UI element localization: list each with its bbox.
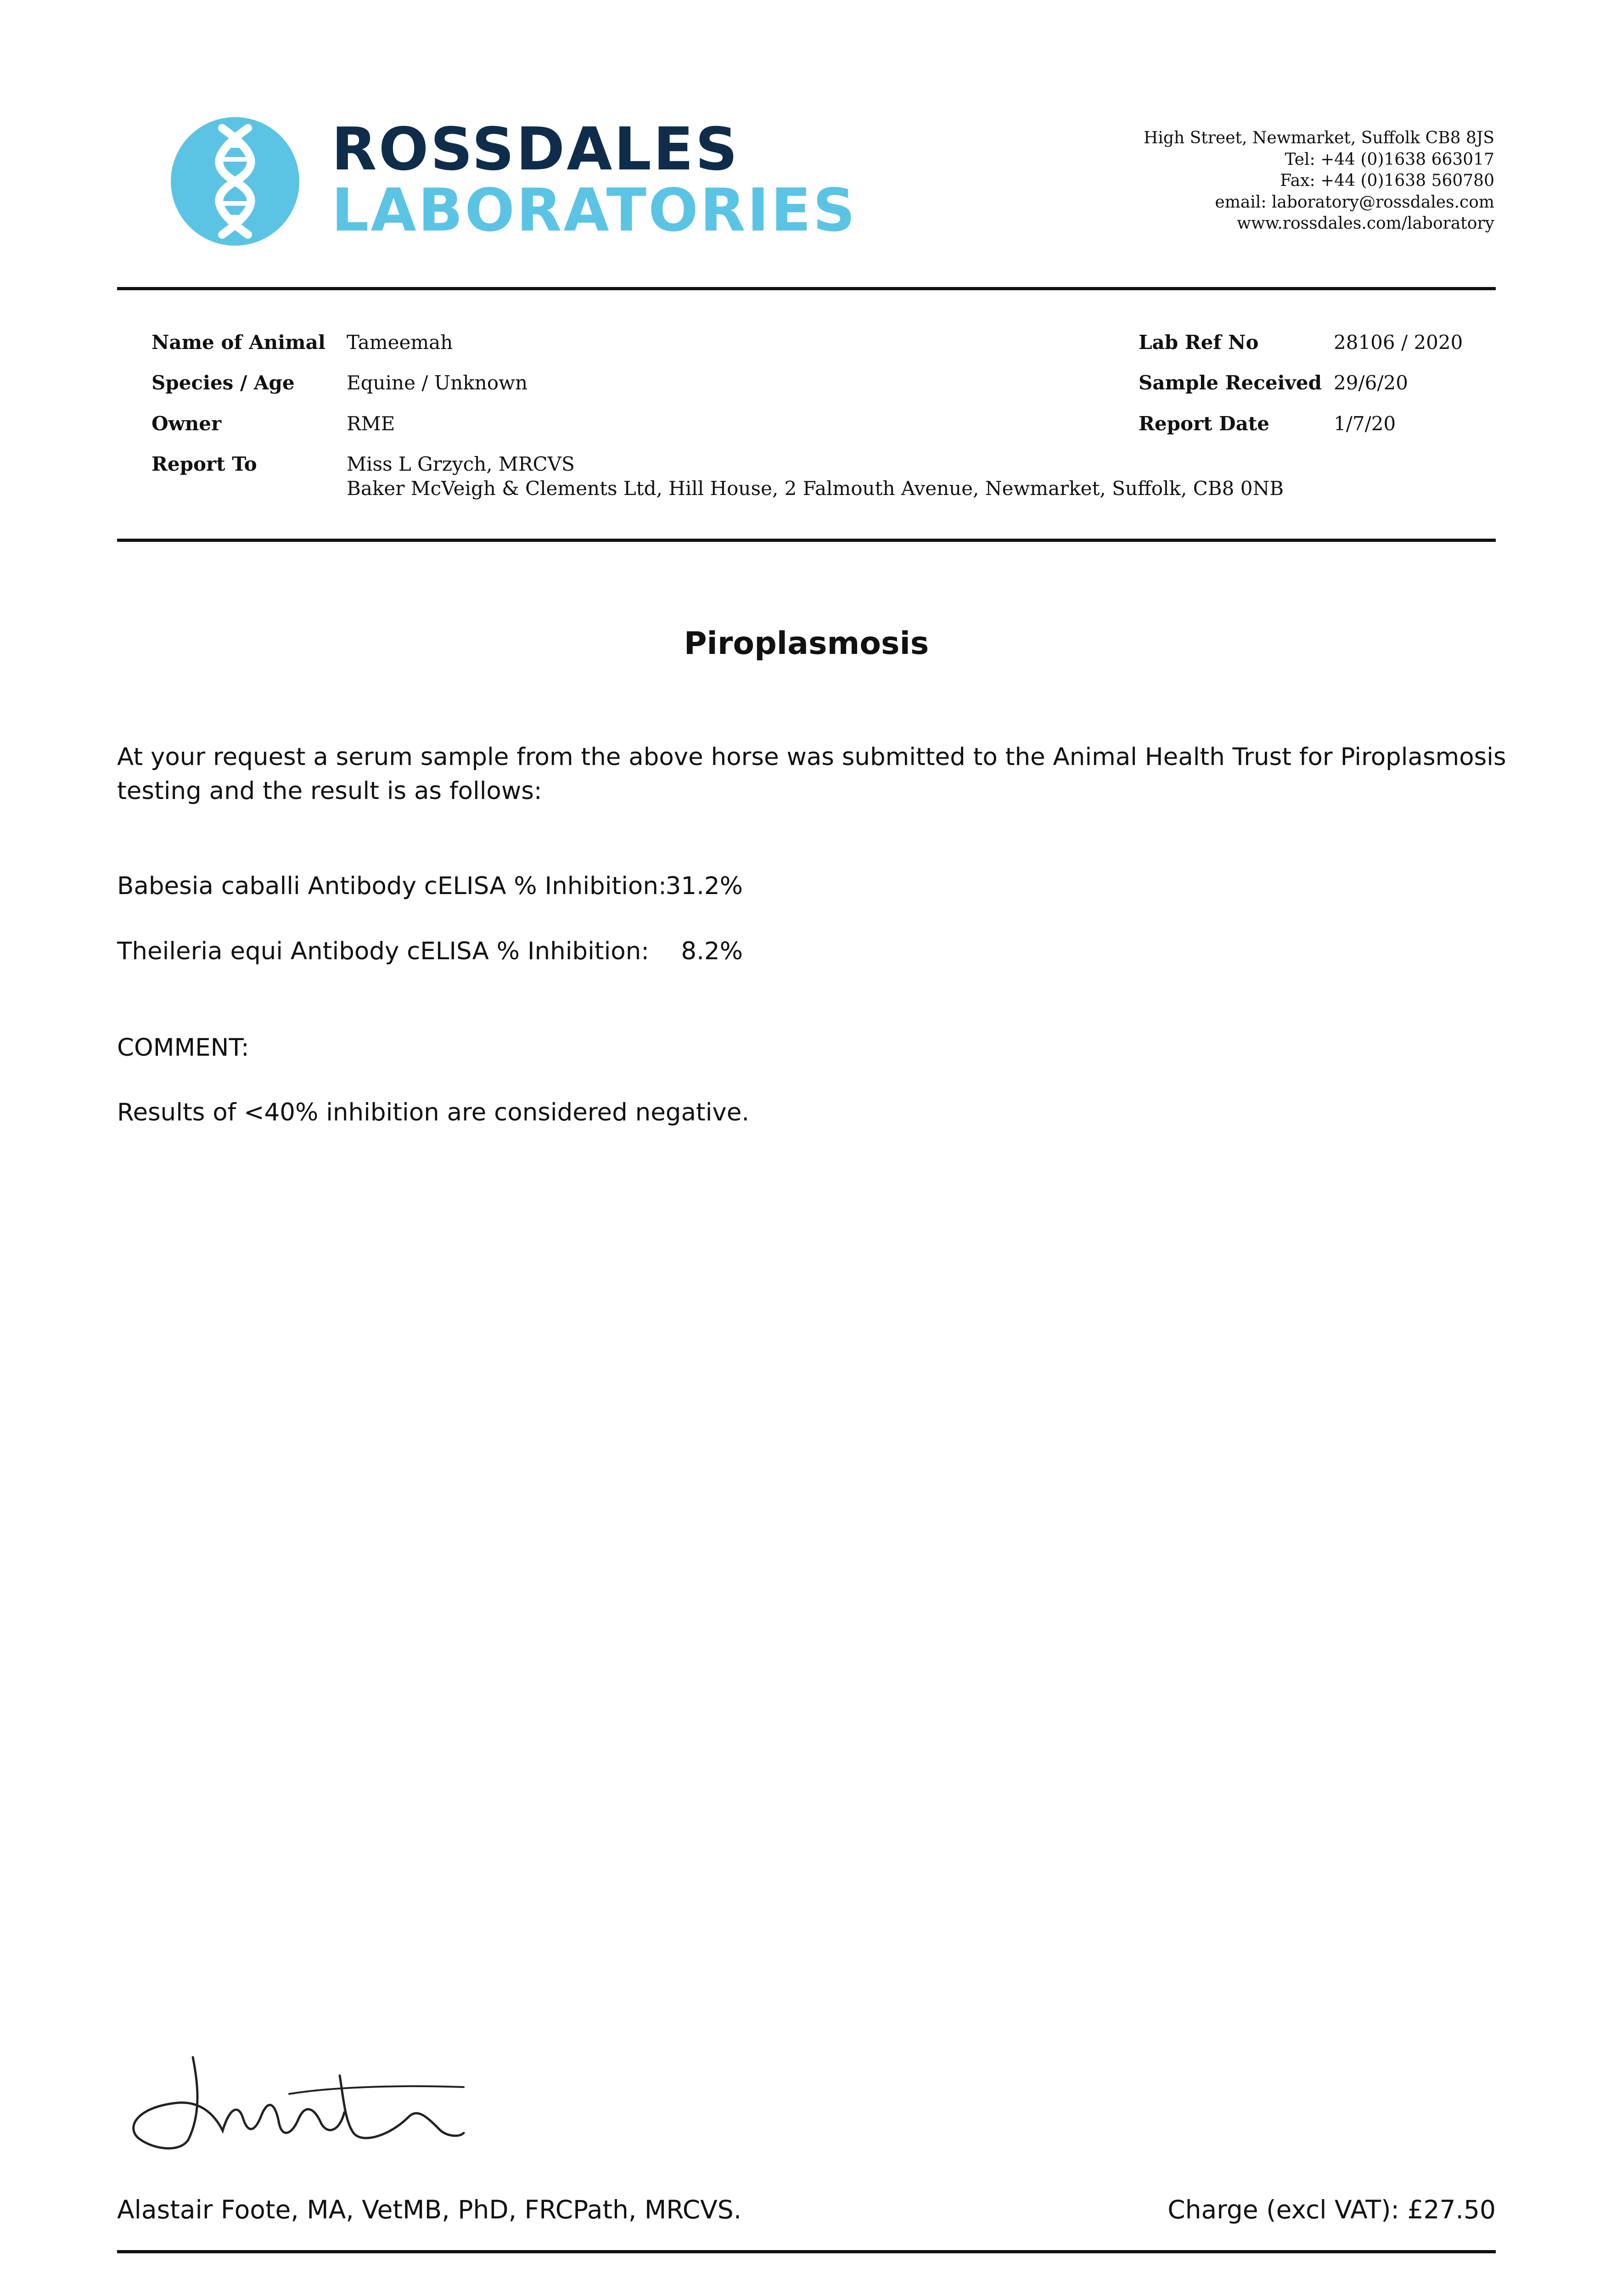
email: email: laboratory@rossdales.com bbox=[1215, 192, 1494, 212]
intro-line: testing and the result is as follows: bbox=[117, 777, 542, 805]
header-divider bbox=[117, 287, 1496, 290]
charge-amount: Charge (excl VAT): £27.50 bbox=[1167, 2195, 1496, 2224]
name-label: Name of Animal bbox=[152, 331, 326, 354]
report-date-label: Report Date bbox=[1139, 412, 1269, 435]
report-to-label: Report To bbox=[152, 453, 257, 475]
result-value-theileria: 8.2% bbox=[681, 937, 743, 965]
report-to-line1: Miss L Grzych, MRCVS bbox=[347, 453, 575, 475]
address: High Street, Newmarket, Suffolk CB8 8JS bbox=[1144, 129, 1494, 147]
telephone: Tel: +44 (0)1638 663017 bbox=[1285, 150, 1494, 169]
lab-ref-value: 28106 / 2020 bbox=[1334, 331, 1463, 354]
report-date-value: 1/7/20 bbox=[1334, 412, 1396, 435]
owner-value: RME bbox=[347, 412, 395, 435]
comment-text: Results of <40% inhibition are considered negative. bbox=[117, 1098, 750, 1126]
report-to-line2: Baker McVeigh & Clements Ltd, Hill House, 2 Falmouth Avenue, Newmarket, Suffolk, CB8 0NB bbox=[347, 477, 1284, 500]
sample-received-label: Sample Received bbox=[1139, 371, 1322, 394]
sample-received-value: 29/6/20 bbox=[1334, 371, 1408, 394]
name-value: Tameemah bbox=[347, 331, 453, 354]
species-label: Species / Age bbox=[152, 371, 295, 394]
comment-heading: COMMENT: bbox=[117, 1034, 249, 1062]
intro-line: At your request a serum sample from the above horse was submitted to the Animal Health Trust for Piroplasmosis bbox=[117, 743, 1506, 771]
fax: Fax: +44 (0)1638 560780 bbox=[1280, 171, 1494, 190]
result-label-babesia: Babesia caballi Antibody cELISA % Inhibition: bbox=[117, 872, 667, 900]
contact-block bbox=[1144, 128, 1494, 235]
result-value-babesia: 31.2% bbox=[665, 872, 743, 900]
info-divider bbox=[117, 539, 1496, 542]
brand-name-line2: LABORATORIES bbox=[331, 176, 857, 245]
result-label-theileria: Theileria equi Antibody cELISA % Inhibition: bbox=[117, 937, 650, 965]
website: www.rossdales.com/laboratory bbox=[1237, 214, 1494, 233]
dna-helix-icon bbox=[171, 117, 299, 246]
footer-divider bbox=[117, 2250, 1496, 2253]
species-value: Equine / Unknown bbox=[347, 371, 528, 394]
lab-ref-label: Lab Ref No bbox=[1139, 331, 1259, 354]
owner-label: Owner bbox=[152, 412, 222, 435]
signature-image bbox=[124, 2039, 473, 2158]
report-title: Piroplasmosis bbox=[684, 625, 929, 662]
brand-name-line1: ROSSDALES bbox=[331, 115, 740, 184]
intro-paragraph bbox=[117, 740, 1506, 808]
signatory-name: Alastair Foote, MA, VetMB, PhD, FRCPath, MRCVS. bbox=[117, 2195, 742, 2224]
